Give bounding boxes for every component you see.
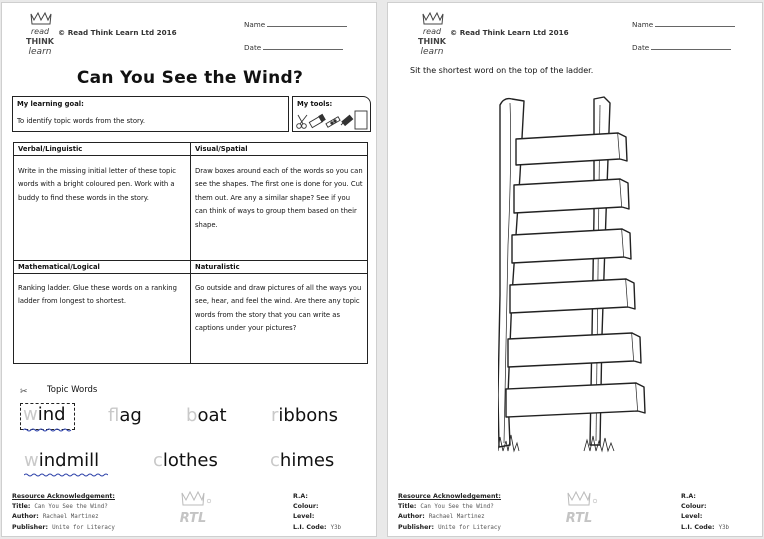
visual-spatial-cell	[191, 143, 367, 261]
ack-heading: Resource Acknowledgement:	[398, 493, 501, 500]
ladder-rung	[510, 279, 635, 313]
svg-text:THINK: THINK	[25, 37, 55, 46]
mathematical-logical-heading: Mathematical/Logical	[14, 261, 190, 274]
word-rest: ind	[37, 404, 66, 425]
publisher-value: Unite for Literacy	[438, 524, 501, 531]
date-field[interactable]: Date	[244, 43, 343, 52]
title-value: Can You See the Wind?	[420, 504, 494, 511]
word-rest: indmill	[38, 450, 100, 471]
missing-letter: f	[108, 405, 120, 426]
svg-text:THINK: THINK	[417, 37, 447, 46]
code-label: L.I. Code:	[293, 523, 327, 531]
ladder-rung	[506, 383, 645, 417]
topic-word-flag[interactable]	[108, 405, 142, 426]
ra-label: R.A:	[681, 493, 696, 500]
svg-text:read: read	[30, 27, 50, 36]
svg-text:read: read	[422, 27, 442, 36]
publisher-label: Publisher:	[12, 523, 49, 531]
missing-letter: c	[153, 450, 163, 471]
naturalistic-heading: Naturalistic	[191, 261, 367, 274]
scissors-icon: ✂	[20, 387, 28, 397]
colour-label: Colour:	[681, 503, 707, 511]
naturalistic-text: Go outside and draw pictures of all the ways you see, hear, and feel the wind. Are there any topic words from the story that you can write as captions under your pictures?	[195, 284, 362, 333]
topic-word-clothes[interactable]	[153, 450, 218, 471]
mathematical-logical-text: Ranking ladder. Glue these words on a ranking ladder from longest to shortest.	[18, 284, 177, 306]
publisher-value: Unite for Literacy	[52, 524, 115, 531]
colour-label: Colour:	[293, 503, 319, 511]
topic-words-heading: Topic Words	[47, 385, 98, 395]
word-rest: ibbons	[278, 405, 339, 426]
copyright-text: © Read Think Learn Ltd 2016	[450, 28, 569, 37]
topic-word-boat[interactable]	[186, 405, 227, 426]
level-label: Level:	[293, 513, 315, 521]
verbal-linguistic-cell	[14, 143, 191, 261]
tools-icon-group	[295, 109, 369, 131]
title-label: Title:	[398, 503, 417, 511]
paper-icon	[355, 111, 367, 129]
topic-word-chimes[interactable]	[270, 450, 334, 471]
naturalistic-cell	[191, 261, 367, 363]
svg-text:RTL: RTL	[565, 511, 593, 526]
name-field[interactable]: Name	[632, 20, 735, 29]
topic-word-windmill[interactable]	[24, 450, 99, 471]
svg-text:learn: learn	[28, 47, 52, 57]
missing-letter: r	[271, 405, 279, 426]
ladder-rung	[512, 229, 631, 263]
verbal-linguistic-heading: Verbal/Linguistic	[14, 143, 190, 156]
svg-text:RTL: RTL	[179, 511, 207, 526]
author-label: Author:	[398, 513, 425, 521]
learning-goal-box	[12, 96, 289, 132]
publisher-label: Publisher:	[398, 523, 435, 531]
missing-letter: c	[270, 450, 280, 471]
topic-word-ribbons[interactable]	[271, 405, 338, 426]
missing-letter: b	[186, 405, 198, 426]
reading-info	[293, 492, 341, 533]
learning-goal-heading: My learning goal:	[17, 100, 84, 108]
page-title: Can You See the Wind?	[76, 68, 304, 88]
rtl-logo	[560, 489, 600, 529]
code-label: L.I. Code:	[681, 523, 715, 531]
learning-goal-text: To identify topic words from the story.	[17, 117, 146, 125]
marker-icon	[341, 115, 353, 125]
scissors-icon	[297, 115, 307, 128]
tools-heading: My tools:	[297, 100, 333, 108]
code-value: Y3b	[330, 524, 342, 531]
spelling-underline-icon	[23, 428, 73, 432]
worksheet-page-left	[1, 2, 377, 537]
glue-stick-icon	[309, 114, 325, 127]
ranking-ladder-illustration	[498, 95, 648, 455]
author-value: Rachael Martinez	[42, 514, 99, 521]
reading-info	[681, 492, 729, 533]
word-rest: lothes	[162, 450, 218, 471]
missing-letter: w	[24, 450, 39, 471]
name-field[interactable]: Name	[244, 20, 347, 29]
topic-word-wind[interactable]	[23, 404, 66, 425]
verbal-linguistic-text: Write in the missing initial letter of these topic words with a bright coloured pen. Work with a buddy to find these words in the story.	[18, 167, 176, 202]
visual-spatial-text: Draw boxes around each of the words so you can see the shapes. The first one is done for you. Cut them out. Are any a similar shape? See if you can think of ways to group them based on their shape.	[195, 167, 363, 229]
copyright-text: © Read Think Learn Ltd 2016	[58, 28, 177, 37]
title-label: Title:	[12, 503, 31, 511]
mathematical-logical-cell	[14, 261, 191, 363]
resource-acknowledgement	[12, 492, 115, 533]
date-field[interactable]: Date	[632, 43, 731, 52]
spelling-underline-icon	[24, 473, 108, 477]
ra-label: R.A:	[293, 493, 308, 500]
ladder-rung	[516, 133, 627, 165]
author-label: Author:	[12, 513, 39, 521]
activity-grid	[13, 142, 368, 364]
code-value: Y3b	[718, 524, 730, 531]
level-label: Level:	[681, 513, 703, 521]
resource-acknowledgement	[398, 492, 501, 533]
ladder-rung	[514, 179, 629, 213]
author-value: Rachael Martinez	[428, 514, 485, 521]
pencil-icon	[326, 117, 340, 127]
word-rest: lag	[119, 405, 142, 426]
read-think-learn-logo	[22, 11, 58, 57]
ladder-rung	[508, 333, 641, 367]
tools-box	[292, 96, 371, 132]
word-rest: oat	[197, 405, 227, 426]
ladder-instruction: Sit the shortest word on the top of the ladder.	[410, 66, 594, 75]
rtl-logo	[174, 489, 214, 529]
visual-spatial-heading: Visual/Spatial	[191, 143, 367, 156]
ack-heading: Resource Acknowledgement:	[12, 493, 115, 500]
word-rest: himes	[279, 450, 335, 471]
svg-text:learn: learn	[420, 47, 444, 57]
worksheet-page-right	[387, 2, 763, 537]
read-think-learn-logo	[414, 11, 450, 57]
missing-letter: w	[23, 404, 38, 425]
title-value: Can You See the Wind?	[34, 504, 108, 511]
